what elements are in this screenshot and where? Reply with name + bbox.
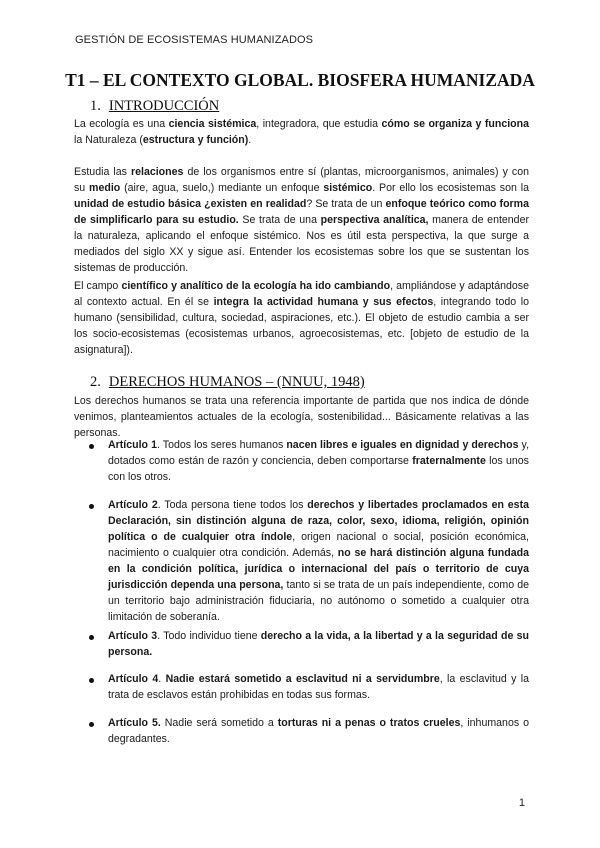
text-run: (aire, agua, suelo,) mediante un enfoque bbox=[120, 182, 324, 194]
emphasis-text: unidad de estudio básica ¿existen en realidad bbox=[74, 198, 307, 210]
text-run: Estudia las bbox=[74, 166, 131, 178]
emphasis-text: derechos y libertades proclamados en esta Declaración, sin distinción alguna de raza, color, sexo, idioma, religión, opinión política o de cualquier otra índole bbox=[108, 499, 529, 543]
emphasis-text: científico y analítico de la ecología ha ido cambiando bbox=[121, 280, 391, 292]
emphasis-text: integra la actividad humana y sus efectos bbox=[213, 296, 434, 308]
section-heading-introduccion bbox=[90, 98, 219, 115]
emphasis-text: Artículo 3 bbox=[108, 630, 158, 642]
text-run: . Toda persona tiene todos los bbox=[157, 499, 308, 511]
text-run: . Por ello los ecosistemas son la bbox=[372, 182, 529, 194]
text-run: los unos con los otros. bbox=[108, 455, 529, 483]
text-run: . Todos los seres humanos bbox=[156, 439, 287, 451]
text-run: , integradora, que estudia bbox=[256, 118, 382, 130]
rights-intro-paragraph bbox=[74, 393, 529, 441]
section-title: INTRODUCCIÓN bbox=[108, 98, 220, 114]
emphasis-text: nacen libres e iguales en dignidad y derechos bbox=[286, 439, 519, 451]
emphasis-text: ciencia sistémica bbox=[168, 118, 257, 130]
emphasis-text: Artículo 2 bbox=[108, 499, 158, 511]
section-heading-derechos-humanos bbox=[90, 374, 365, 391]
text-run: . bbox=[248, 134, 252, 146]
article-2 bbox=[108, 497, 529, 625]
emphasis-text: perspectiva analítica, bbox=[320, 214, 429, 226]
section-number: 2. bbox=[90, 374, 101, 390]
text-run: tanto si se trata de un país independiente, como de un territorio bajo administración fiduciaria, no autónomo o sometido a cualquier otra limitación de soberanía. bbox=[108, 579, 529, 623]
article-5 bbox=[108, 715, 529, 747]
page-number: 1 bbox=[518, 797, 525, 809]
emphasis-text: cómo se organiza y funciona bbox=[381, 118, 529, 130]
intro-paragraph-1 bbox=[74, 116, 529, 148]
text-run: ? Se trata de un bbox=[306, 198, 386, 210]
document-title: T1 – EL CONTEXTO GLOBAL. BIOSFERA HUMANIZADA bbox=[65, 70, 535, 90]
emphasis-text: medio bbox=[89, 182, 121, 194]
emphasis-text: torturas ni a penas o tratos crueles bbox=[277, 717, 461, 729]
emphasis-text: Artículo 1 bbox=[108, 439, 157, 451]
emphasis-text: Artículo 4 bbox=[108, 673, 159, 685]
emphasis-text: fraternalmente bbox=[412, 455, 486, 467]
intro-paragraph-2 bbox=[74, 164, 529, 276]
article-1 bbox=[108, 437, 529, 485]
text-run: y, dotados como están de razón y conciencia, deben comportarse bbox=[108, 439, 530, 467]
text-run: Nadie será sometido a bbox=[160, 717, 278, 729]
running-header: GESTIÓN DE ECOSISTEMAS HUMANIZADOS bbox=[75, 34, 314, 46]
article-4 bbox=[108, 671, 529, 703]
bullet-icon bbox=[89, 629, 97, 634]
emphasis-text: derecho a la vida, a la libertad y a la seguridad de su persona. bbox=[108, 630, 529, 658]
text-run: la Naturaleza ( bbox=[74, 134, 143, 146]
text-run: de los organismos entre sí (plantas, microorganismos, animales) y con su bbox=[74, 166, 530, 194]
text-run: Se trata de una bbox=[238, 214, 321, 226]
bullet-icon bbox=[89, 716, 97, 721]
text-run: Los derechos humanos se trata una referencia importante de partida que nos indica de dónde venimos, planteamientos actuales de la ecología, sostenibilidad... Básicamente relativas a las personas. bbox=[74, 395, 529, 439]
text-run: , origen nacional o social, posición económica, nacimiento o cualquier otra condición. Además, bbox=[108, 531, 529, 559]
emphasis-text: no se hará distinción alguna fundada en la condición política, jurídica o internacional del país o territorio de cuya jurisdicción dependa una persona, bbox=[108, 547, 530, 591]
text-run: . Todo individuo tiene bbox=[157, 630, 261, 642]
emphasis-text: Nadie estará sometido a esclavitud ni a servidumbre bbox=[165, 673, 440, 685]
section-title: DERECHOS HUMANOS – (NNUU, 1948) bbox=[108, 374, 365, 390]
text-run: , integrando todo lo humano (sensibilidad, cultura, sociedad, aspiraciones, etc.). El objeto de estudio cambia a ser los socio-ecosistemas (ecosistemas urbanos, agroecosistemas, etc. [objeto de estudio de la asignatura]). bbox=[74, 296, 529, 356]
emphasis-text: sistémico bbox=[323, 182, 373, 194]
emphasis-text: estructura y función) bbox=[142, 134, 249, 146]
text-run: La ecología es una bbox=[74, 118, 169, 130]
text-run: manera de entender la naturaleza, aplicando el enfoque sistémico. Nos es útil esta perspectiva, la que surge a mediados del siglo XX y sigue así. Entender los ecosistemas sobre los que se sustentan los sistemas de producción. bbox=[74, 214, 529, 274]
text-run: , ampliándose y adaptándose al contexto actual. En él se bbox=[74, 280, 529, 308]
bullet-icon bbox=[89, 672, 97, 677]
text-run: , la esclavitud y la trata de esclavos están prohibidas en todas sus formas. bbox=[108, 673, 529, 701]
section-number: 1. bbox=[90, 98, 101, 114]
emphasis-text: Artículo 5. bbox=[108, 717, 161, 729]
article-3 bbox=[108, 628, 529, 660]
bullet-icon bbox=[89, 438, 97, 443]
emphasis-text: enfoque teórico como forma de simplificarlo para su estudio. bbox=[74, 198, 529, 226]
emphasis-text: relaciones bbox=[131, 166, 184, 178]
bullet-icon bbox=[89, 498, 97, 503]
text-run: . bbox=[158, 673, 166, 685]
intro-paragraph-3 bbox=[74, 278, 529, 358]
text-run: , inhumanos o degradantes. bbox=[108, 717, 529, 745]
text-run: El campo bbox=[74, 280, 122, 292]
